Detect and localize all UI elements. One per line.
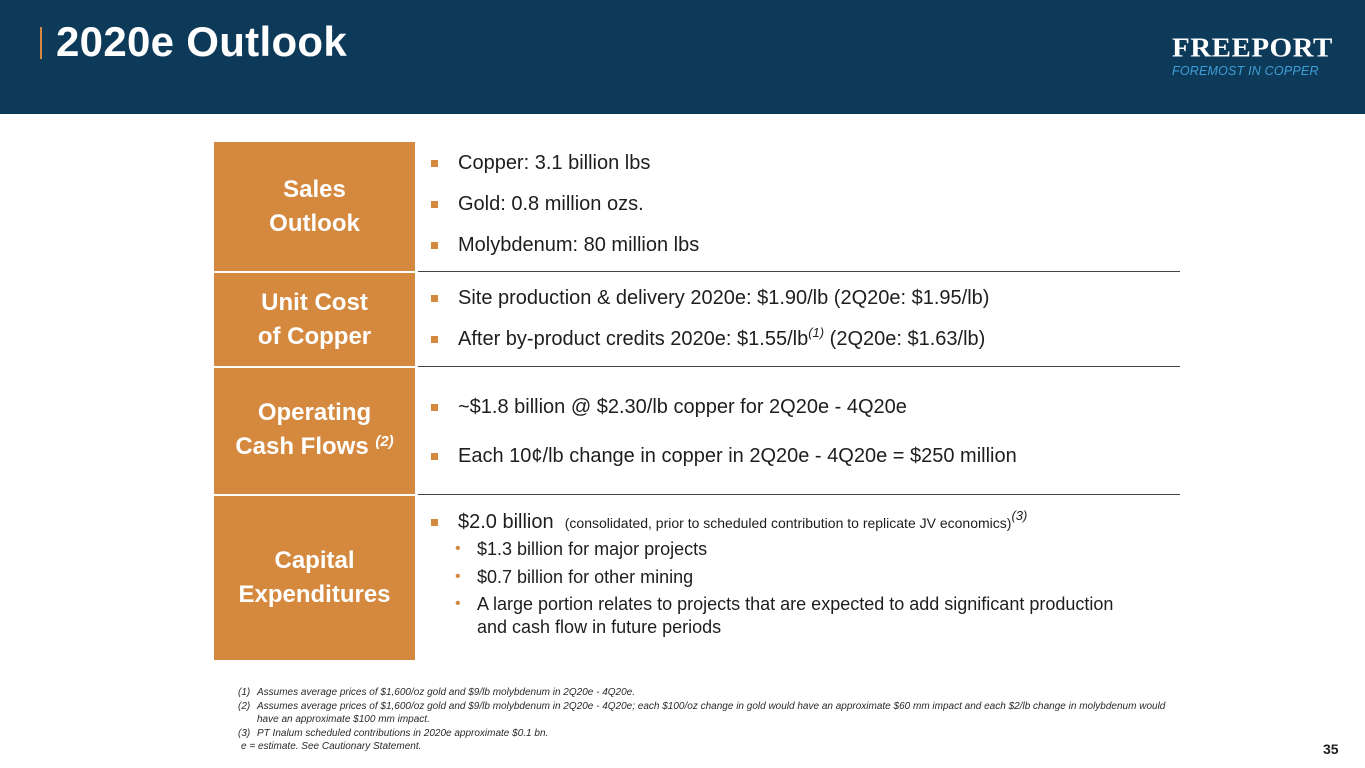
freeport-logo [1172,33,1332,78]
label-operating-cash-flows: Operating Cash Flows $^{(2)}$ [214,368,415,494]
footnote-2: (2) Assumes average prices of $1,600/oz gold and $9/lb molybdenum in 2Q20e - 4Q20e; each $100/oz change in gold would have an approximate $60 mm impact and each $2/lb change in molybdenum would have an approximate $100 mm impact. [238,700,1166,726]
logo-name: FREEPORT [1172,32,1333,64]
footnotes [238,686,1178,754]
label-sales-outlook: Sales Outlook [214,142,415,271]
label-capital-expenditures: Capital Expenditures [214,496,415,660]
footnote-3: (3) PT Inalum scheduled contributions in 2020e approximate $0.1 bn. [238,727,549,739]
header-bar [0,0,1365,114]
label-unit-cost: Unit Cost of Copper [214,273,415,366]
page-title: 2020e Outlook [56,18,348,65]
estimate-note: e = estimate. See Cautionary Statement. [241,741,422,753]
row-divider [418,271,1180,272]
page-number: 35 [1323,741,1339,757]
logo-tagline: FOREMOST IN COPPER [1172,64,1319,78]
row-divider [418,366,1180,367]
title-accent-bar [40,27,42,59]
footnote-1: (1) Assumes average prices of $1,600/oz gold and $9/lb molybdenum in 2Q20e - 4Q20e. [238,687,636,698]
row-divider [418,494,1180,495]
